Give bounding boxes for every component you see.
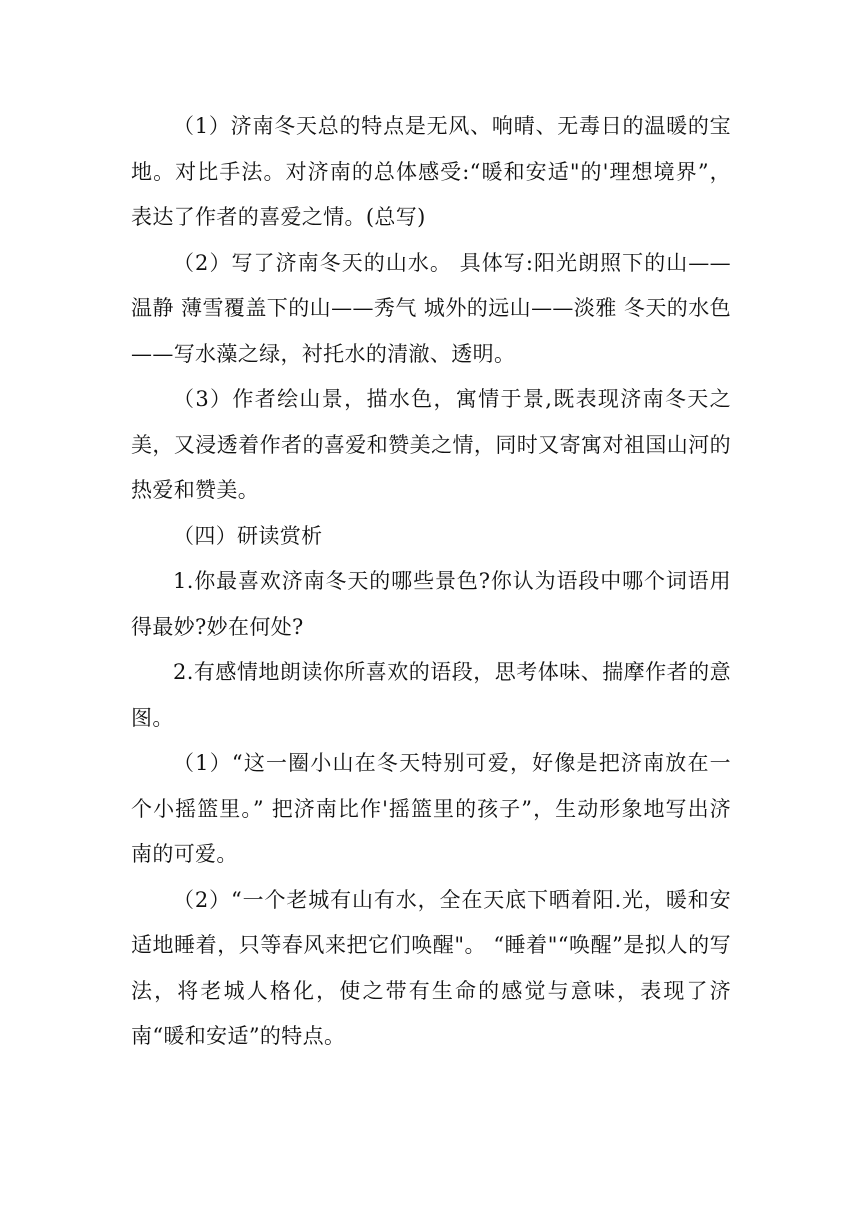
- document-body: [131, 104, 731, 1060]
- analysis-cradle: （1）“这一圈小山在冬天特别可爱，好像是把济南放在一个小摇篮里。” 把济南比作'摇篮里的孩子”，生动形象地写出济南的可爱。: [131, 751, 731, 866]
- question-two: 2.有感情地朗读你所喜欢的语段，思考体味、揣摩作者的意图。: [131, 660, 731, 730]
- paragraph-emotion: （3）作者绘山景，描水色，寓情于景,既表现济南冬天之美，又浸透着作者的喜爱和赞美之情，同时又寄寓对祖国山河的热爱和赞美。: [131, 387, 731, 502]
- paragraph-summary: （1）济南冬天总的特点是无风、响晴、无毒日的温暖的宝地。对比手法。对济南的总体感受:“暖和安适"的'理想境界”，表达了作者的喜爱之情。(总写): [131, 114, 731, 229]
- section-heading: （四）研读赏析: [173, 523, 323, 548]
- paragraph-mountains-water: （2）写了济南冬天的山水。 具体写:阳光朗照下的山——温静 薄雪覆盖下的山——秀气 城外的远山——淡雅 冬天的水色——写水藻之绿，衬托水的清澈、透明。: [131, 250, 731, 366]
- question-one: 1.你最喜欢济南冬天的哪些景色?你认为语段中哪个词语用得最妙?妙在何处?: [131, 569, 731, 639]
- analysis-personification: （2）“一个老城有山有水，全在天底下晒着阳.光，暖和安适地睡着，只等春风来把它们唤醒"。 “睡着"“唤醒”是拟人的写法，将老城人格化，使之带有生命的感觉与意味，表现了济南“暖和安适”的特点。: [131, 887, 731, 1048]
